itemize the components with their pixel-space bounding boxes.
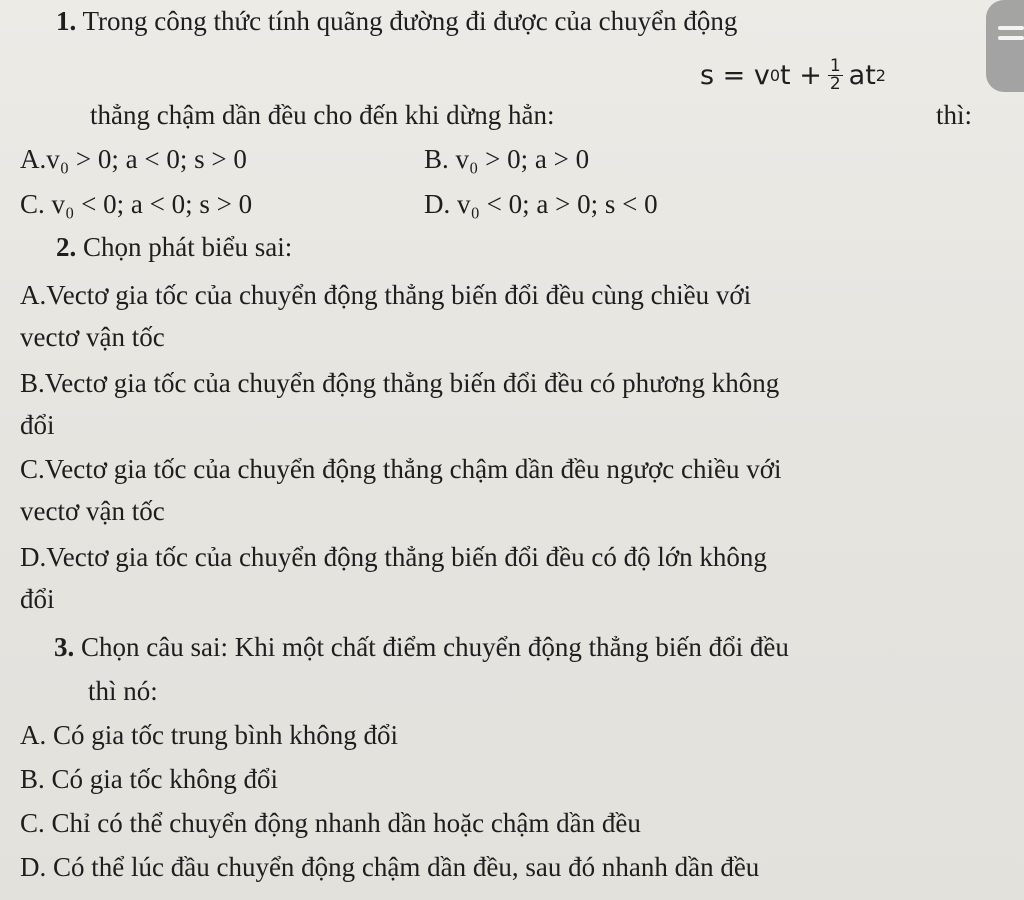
q2-option-a-line2: vectơ vận tốc — [20, 322, 165, 352]
q1-option-c: C. v₀ < 0; a < 0; s > 0 — [20, 189, 253, 219]
fraction-numerator: 1 — [829, 56, 841, 76]
formula-s: s = v — [700, 59, 770, 91]
q2-option-c-line1: C.Vectơ gia tốc của chuyển động thẳng chậm dần đều ngược chiều với — [20, 454, 782, 484]
q3-option-a: A. Có gia tốc trung bình không đổi — [20, 720, 398, 750]
q1-option-d: D. v₀ < 0; a > 0; s < 0 — [424, 189, 658, 219]
q1-text-line1: Trong công thức tính quãng đường đi được của chuyển động — [82, 6, 738, 36]
handle-bar-top — [998, 26, 1024, 30]
q1-formula — [700, 58, 886, 93]
q1-tail: thì: — [936, 100, 973, 130]
formula-at: at — [848, 59, 876, 91]
fraction-denominator: 2 — [829, 74, 841, 94]
q1-option-b: B. v₀ > 0; a > 0 — [424, 144, 590, 174]
q2-option-d-line2: đổi — [20, 584, 55, 614]
q1-text-line2: thẳng chậm dần đều cho đến khi dừng hẳn: — [90, 100, 555, 130]
q2-option-b-line2: đổi — [20, 410, 55, 440]
formula-t: t + — [780, 59, 822, 91]
formula-fraction — [828, 58, 843, 93]
q2-option-b-line1: B.Vectơ gia tốc của chuyển động thẳng biến đổi đều có phương không — [20, 368, 780, 398]
formula-sup: 2 — [875, 65, 886, 85]
side-handle-tab[interactable] — [986, 0, 1024, 92]
q2-option-d-line1: D.Vectơ gia tốc của chuyển động thẳng biến đổi đều có độ lớn không — [20, 542, 767, 572]
q2-number: 2. — [56, 232, 77, 262]
q3-option-b: B. Có gia tốc không đổi — [20, 764, 278, 794]
q3-text-line2: thì nó: — [88, 676, 158, 706]
q3-option-c: C. Chỉ có thể chuyển động nhanh dần hoặc chậm dần đều — [20, 808, 641, 838]
q3-number: 3. — [54, 632, 75, 662]
q3-option-d: D. Có thể lúc đầu chuyển động chậm dần đều, sau đó nhanh dần đều — [20, 852, 760, 882]
q2-option-c-line2: vectơ vận tốc — [20, 496, 165, 526]
q3-line1 — [54, 630, 789, 664]
q2-option-a-line1: A.Vectơ gia tốc của chuyển động thẳng biến đổi đều cùng chiều với — [20, 280, 752, 310]
q3-text-line1: Chọn câu sai: Khi một chất điểm chuyển động thẳng biến đổi đều — [81, 632, 789, 662]
q2-prompt: Chọn phát biểu sai: — [83, 232, 293, 262]
q2-heading — [56, 230, 292, 264]
formula-sub: 0 — [769, 65, 781, 85]
q1-number: 1. — [56, 6, 77, 36]
q1-option-a: A.v₀ > 0; a < 0; s > 0 — [20, 144, 247, 174]
q1-line1 — [56, 4, 737, 38]
handle-bar-bottom — [998, 36, 1024, 40]
